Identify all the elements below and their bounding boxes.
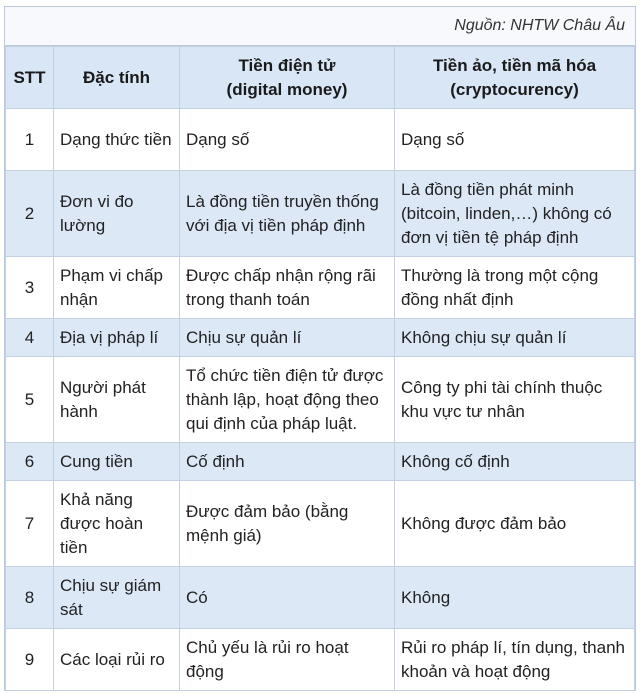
row-feature: Dạng thức tiền: [54, 109, 180, 171]
table-row: [6, 567, 635, 629]
row-digital: Chủ yếu là rủi ro hoạt động: [180, 629, 395, 691]
row-digital: Cố định: [180, 443, 395, 481]
row-stt: 2: [6, 171, 54, 257]
row-feature: Địa vị pháp lí: [54, 319, 180, 357]
source-note: Nguồn: NHTW Châu Âu: [5, 7, 635, 46]
header-digital-line1: Tiền điện tử: [238, 55, 336, 75]
row-digital: Được đảm bảo (bằng mệnh giá): [180, 481, 395, 567]
row-stt: 8: [6, 567, 54, 629]
header-feature: Đặc tính: [54, 47, 180, 109]
header-crypto-line2: (cryptocurency): [450, 79, 579, 99]
row-digital: Chịu sự quản lí: [180, 319, 395, 357]
row-digital: Tổ chức tiền điện tử được thành lập, hoạt động theo qui định của pháp luật.: [180, 357, 395, 443]
row-stt: 5: [6, 357, 54, 443]
row-stt: 9: [6, 629, 54, 691]
row-feature: Đơn vi đo lường: [54, 171, 180, 257]
row-crypto: Không chịu sự quản lí: [395, 319, 635, 357]
row-digital: Là đồng tiền truyền thống với địa vị tiền pháp định: [180, 171, 395, 257]
comparison-table-container: [4, 6, 636, 691]
header-cryptocurrency: [395, 47, 635, 109]
table-row: [6, 171, 635, 257]
row-feature: Cung tiền: [54, 443, 180, 481]
row-stt: 1: [6, 109, 54, 171]
row-crypto: Rủi ro pháp lí, tín dụng, thanh khoản và hoạt động: [395, 629, 635, 691]
table-row: [6, 319, 635, 357]
row-crypto: Dạng số: [395, 109, 635, 171]
row-feature: Người phát hành: [54, 357, 180, 443]
table-row: [6, 357, 635, 443]
row-feature: Khả năng được hoàn tiền: [54, 481, 180, 567]
row-crypto: Không: [395, 567, 635, 629]
row-digital: Dạng số: [180, 109, 395, 171]
row-crypto: Công ty phi tài chính thuộc khu vực tư nhân: [395, 357, 635, 443]
row-digital: Có: [180, 567, 395, 629]
header-crypto-line1: Tiền ảo, tiền mã hóa: [432, 55, 597, 75]
table-row: [6, 109, 635, 171]
table-row: [6, 257, 635, 319]
row-stt: 7: [6, 481, 54, 567]
row-digital: Được chấp nhận rộng rãi trong thanh toán: [180, 257, 395, 319]
header-stt: STT: [6, 47, 54, 109]
row-crypto: Không được đảm bảo: [395, 481, 635, 567]
table-row: [6, 481, 635, 567]
row-stt: 4: [6, 319, 54, 357]
header-row: [6, 47, 635, 109]
row-feature: Các loại rủi ro: [54, 629, 180, 691]
row-feature: Chịu sự giám sát: [54, 567, 180, 629]
row-feature: Phạm vi chấp nhận: [54, 257, 180, 319]
header-digital-money: [180, 47, 395, 109]
table-row: [6, 443, 635, 481]
row-crypto: Thường là trong một cộng đồng nhất định: [395, 257, 635, 319]
header-digital-line2: (digital money): [226, 79, 348, 99]
row-crypto: Là đồng tiền phát minh (bitcoin, linden,…) không có đơn vị tiền tệ pháp định: [395, 171, 635, 257]
row-crypto: Không cố định: [395, 443, 635, 481]
comparison-table: [5, 46, 635, 691]
row-stt: 3: [6, 257, 54, 319]
table-row: [6, 629, 635, 691]
row-stt: 6: [6, 443, 54, 481]
